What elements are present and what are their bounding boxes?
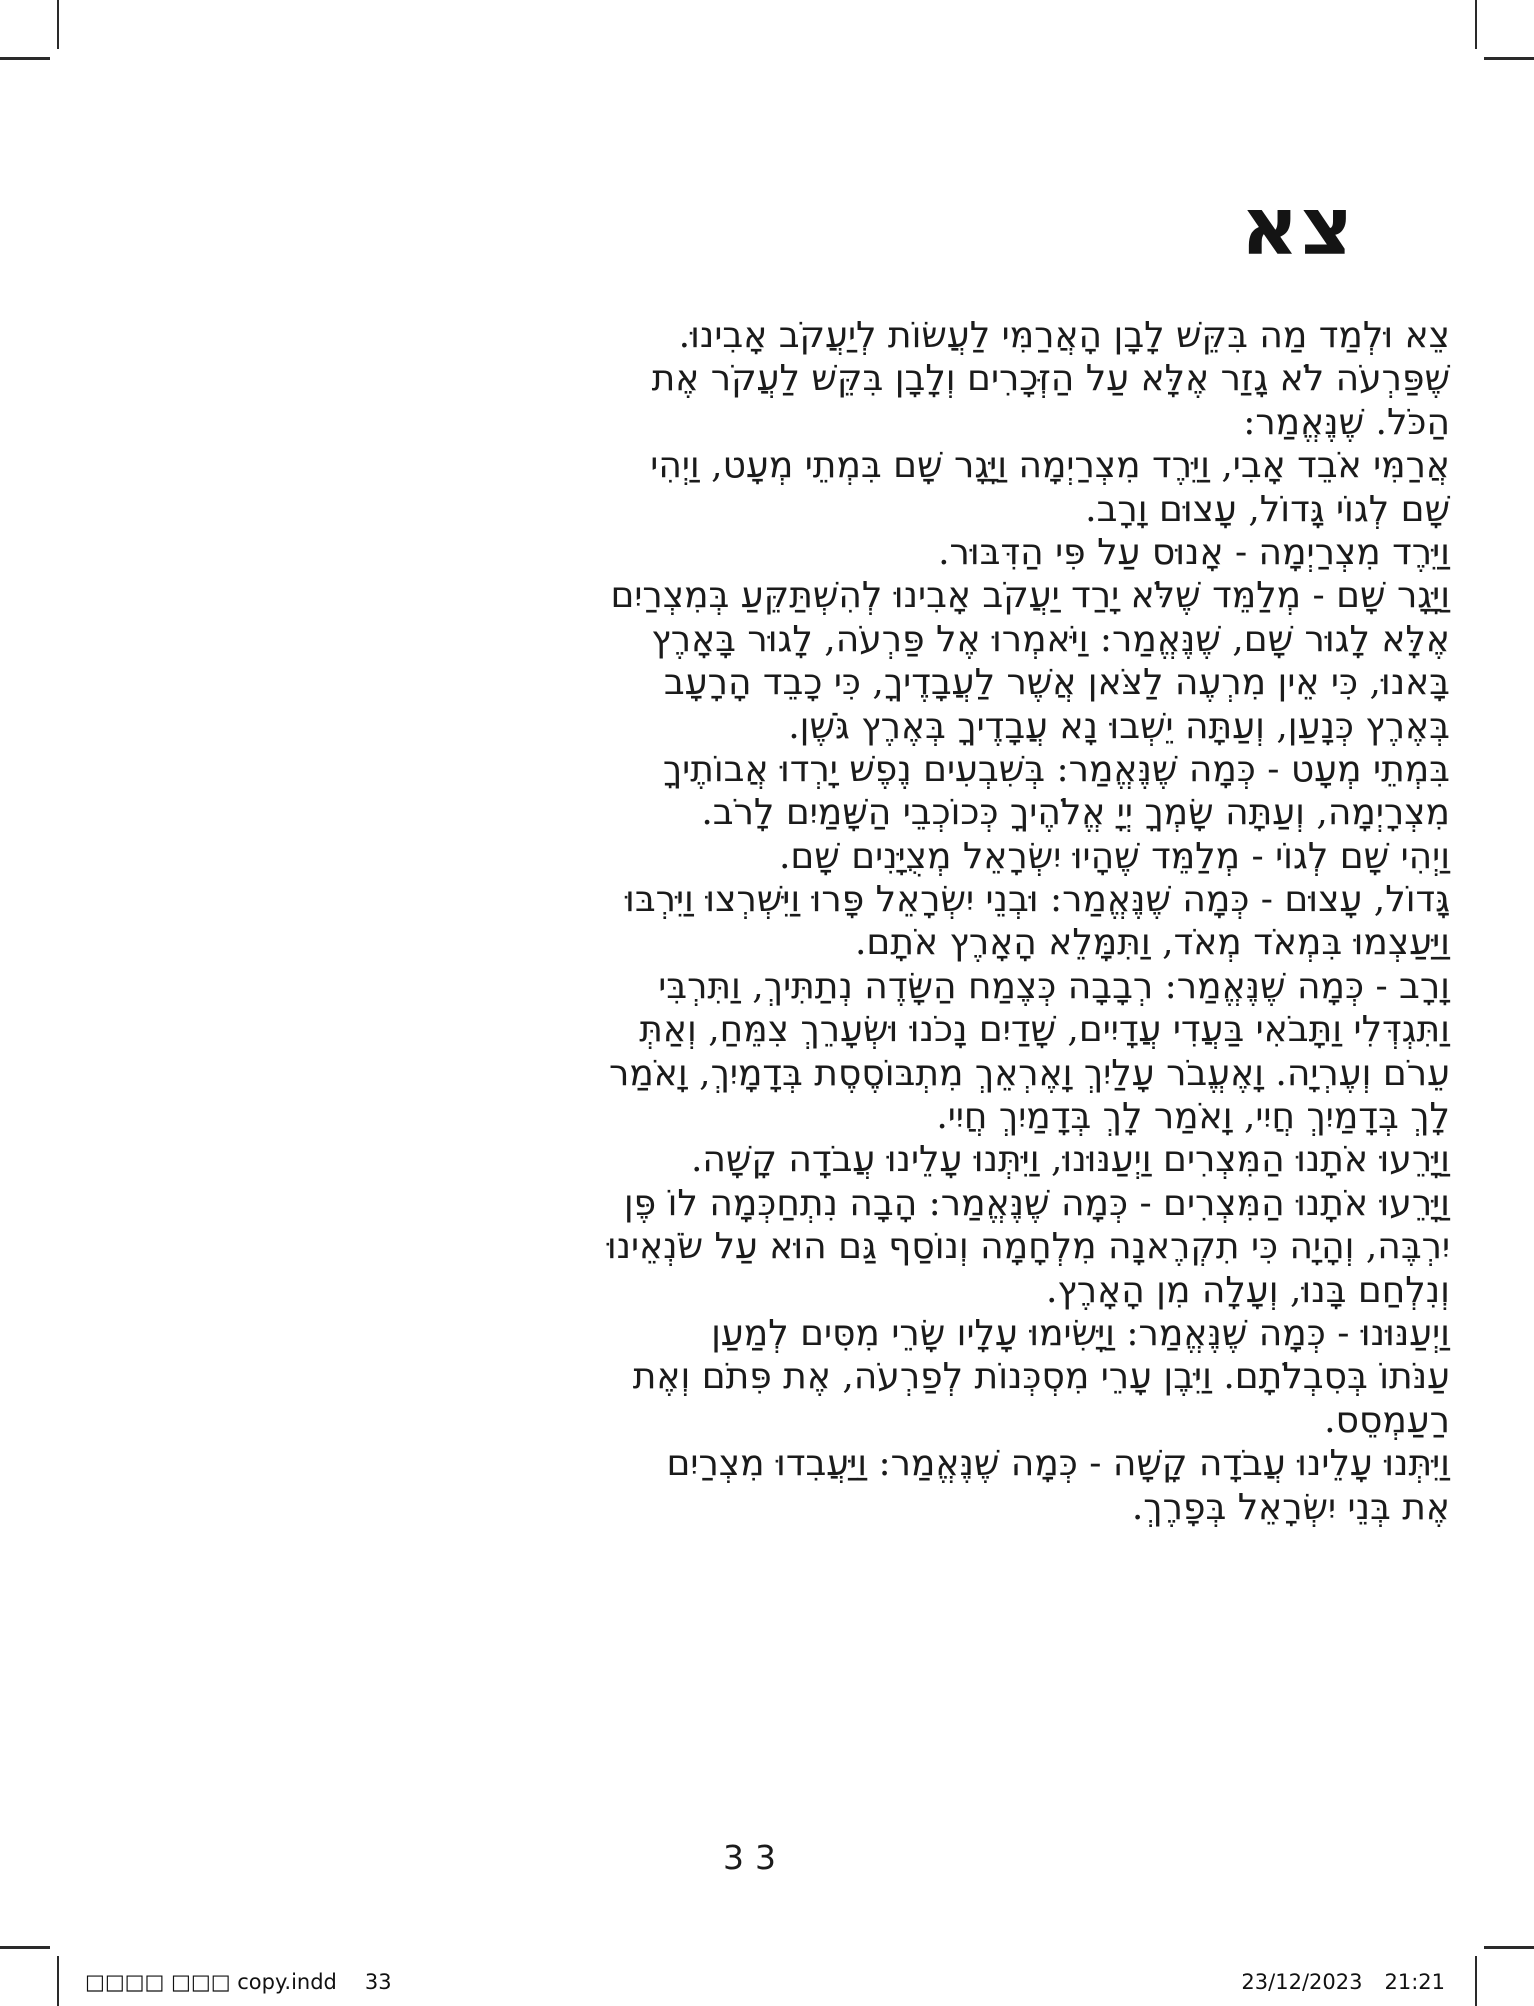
text-line: הַכֹּל. שֶׁנֶּאֱמַר:: [1243, 401, 1450, 443]
text-line: צֵא וּלְמַד מַה בִּקֵּשׁ לָבָן הָאֲרַמִּי לַעֲשׂוֹת לְיַעֲקֹב אָבִינוּ.: [678, 315, 1450, 356]
text-line: גָּדוֹל, עָצוּם - כְּמָה שֶׁנֶּאֱמַר: וּבְנֵי יִשְׂרָאֵל פָּרוּ וַיִּשְׁרְצוּ וַיִּרְבּוּ: [625, 879, 1450, 921]
chapter-title: צא: [1240, 179, 1355, 273]
proof-slug-datetime: [1241, 1970, 1445, 1994]
slug-date: 23/12/2023: [1241, 1970, 1363, 1994]
proof-slug-filename: [85, 1970, 392, 1994]
text-line: רַעַמְסֵס.: [1324, 1399, 1450, 1441]
text-line: וָרָב - כְּמָה שֶׁנֶּאֱמַר: רְבָבָה כְּצֶמַח הַשָּׂדֶה נְתַתִּיךְ, וַתִּרְבִּי: [658, 965, 1450, 1007]
text-line: וַיָּגָר שָׁם - מְלַמֵּד שֶׁלֹּא יָרַד יַעֲקֹב אָבִינוּ לְהִשְׁתַּקֵּעַ בְּמִצְרַיִם: [610, 575, 1450, 617]
text-line: בִּמְתֵי מְעָט - כְּמָה שֶׁנֶּאֱמַר: בְּשִׁבְעִים נֶפֶשׁ יָרְדוּ אֲבוֹתֶיךָ: [662, 748, 1450, 790]
text-line: שָׁם לְגוֹי גָּדוֹל, עָצוּם וָרָב.: [1085, 488, 1450, 530]
crop-mark-bottom-right-horizontal: [1484, 1946, 1534, 1949]
text-line: וַיָּרֵעוּ אֹתָנוּ הַמִּצְרִים - כְּמָה שֶׁנֶּאֱמַר: הָבָה נִתְחַכְּמָה לוֹ פֶּן: [623, 1182, 1450, 1224]
slug-file-text: □□□□ □□□ copy.indd: [85, 1970, 337, 1994]
crop-mark-bottom-right-vertical: [1475, 1956, 1477, 2006]
slug-page-number: 33: [364, 1970, 392, 1994]
crop-mark-top-left-horizontal: [0, 57, 50, 60]
text-line: אֶת בְּנֵי יִשְׂרָאֵל בְּפָרֶךְ.: [1131, 1486, 1450, 1528]
crop-mark-top-left-vertical: [57, 0, 59, 49]
page-number: 33: [723, 1838, 787, 1877]
text-line: עַנֹּתוֹ בְּסִבְלֹתָם. וַיִּבֶן עָרֵי מִסְכְּנוֹת לְפַרְעֹה, אֶת פִּתֹם וְאֶת: [632, 1356, 1450, 1398]
crop-mark-top-right-vertical: [1475, 0, 1477, 49]
text-line: וַיַּעַצְמוּ בִּמְאֹד מְאֹד, וַתִּמָּלֵא הָאָרֶץ אֹתָם.: [854, 922, 1450, 964]
text-line: וְנִלְחַם בָּנוּ, וְעָלָה מִן הָאָרֶץ.: [1045, 1269, 1450, 1311]
text-line: שֶׁפַּרְעֹה לֹא גָזַר אֶלָּא עַל הַזְּכָרִים וְלָבָן בִּקֵּשׁ לַעֲקֹר אֶת: [651, 358, 1450, 400]
text-line: וַיְעַנּוּנוּ - כְּמָה שֶׁנֶּאֱמַר: וַיָּשִׂימוּ עָלָיו שָׂרֵי מִסִּים לְמַעַן: [711, 1312, 1450, 1354]
text-line: לָךְ בְּדָמַיִךְ חֲיִי, וָאֹמַר לָךְ בְּדָמַיִךְ חֲיִי.: [936, 1096, 1450, 1138]
text-line: בָּאנוּ, כִּי אֵין מִרְעֶה לַצֹּאן אֲשֶׁר לַעֲבָדֶיךָ, כִּי כָבֵד הָרָעָב: [663, 662, 1450, 704]
slug-time: 21:21: [1384, 1970, 1445, 1994]
text-line: בְּאֶרֶץ כְּנָעַן, וְעַתָּה יֵשְׁבוּ נָא עֲבָדֶיךָ בְּאֶרֶץ גֹּשֶׁן.: [788, 705, 1450, 747]
crop-mark-bottom-left-horizontal: [0, 1946, 50, 1949]
text-line: יִרְבֶּה, וְהָיָה כִּי תִקְרֶאנָה מִלְחָמָה וְנוֹסַף גַּם הוּא עַל שֹׂנְאֵינוּ: [606, 1226, 1450, 1268]
text-line: וַיָּרֵעוּ אֹתָנוּ הַמִּצְרִים וַיְעַנּוּנוּ, וַיִּתְּנוּ עָלֵינוּ עֲבֹדָה קָשָׁה.: [690, 1139, 1450, 1181]
crop-mark-top-right-horizontal: [1484, 57, 1534, 60]
text-line: אֲרַמִּי אֹבֵד אָבִי, וַיֵּרֶד מִצְרַיְמָה וַיָּגָר שָׁם בִּמְתֵי מְעָט, וַיְהִי: [650, 445, 1450, 487]
text-line: וַיֵּרֶד מִצְרַיְמָה - אָנוּס עַל פִּי הַדִּבּוּר.: [938, 531, 1450, 573]
text-line: עֵרֹם וְעֶרְיָה. וָאֶעֱבֹר עָלַיִךְ וָאֶרְאֵךְ מִתְבּוֹסֶסֶת בְּדָמָיִךְ, וָאֹמַר: [609, 1052, 1450, 1094]
text-line: וַיִּתְּנוּ עָלֵינוּ עֲבֹדָה קָשָׁה - כְּמָה שֶׁנֶּאֱמַר: וַיַּעֲבִדוּ מִצְרַיִם: [666, 1443, 1450, 1485]
text-line: אֶלָּא לָגוּר שָׁם, שֶׁנֶּאֱמַר: וַיֹּאמְרוּ אֶל פַּרְעֹה, לָגוּר בָּאָרֶץ: [651, 618, 1450, 660]
text-line: וַיְהִי שָׁם לְגוֹי - מְלַמֵּד שֶׁהָיוּ יִשְׂרָאֵל מְצֻיָּנִים שָׁם.: [778, 835, 1450, 877]
text-line: וַתִּגְדְּלִי וַתָּבֹאִי בַּעֲדִי עֲדָיִים, שָׁדַיִם נָכֹנוּ וּשְׂעָרֵךְ צִמֵּחַ, וְאַתְּ: [639, 1009, 1450, 1051]
body-text-block: [380, 314, 1450, 1529]
text-line: מִצְרָיְמָה, וְעַתָּה שָׂמְךָ יְיָ אֱלֹהֶיךָ כְּכוֹכְבֵי הַשָּׁמַיִם לָרֹב.: [701, 792, 1450, 834]
crop-mark-bottom-left-vertical: [57, 1956, 59, 2006]
